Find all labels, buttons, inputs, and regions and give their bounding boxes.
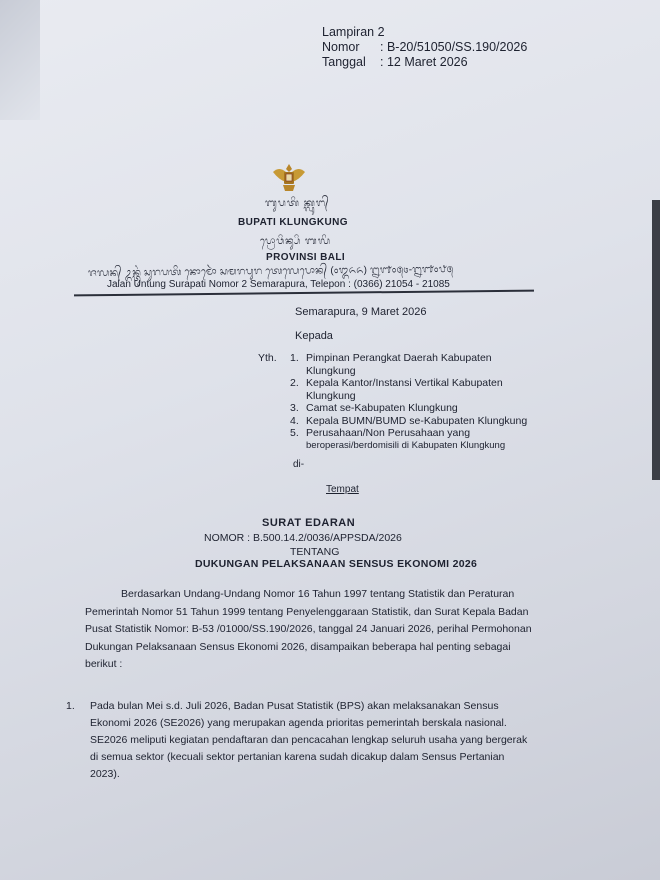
lampiran-tanggal-value: : 12 Maret 2026 [380,55,468,69]
balinese-script-provinsi: ᬧ᭄ᬭᭀᬯᬶᬦ᭄ᬲᬶ ᬩᬮᬶ [260,236,331,247]
tentang-label: TENTANG [290,546,340,558]
provinsi-heading: PROVINSI BALI [266,252,346,263]
letterhead-divider [74,290,534,297]
di-label: di- [293,459,305,470]
balinese-script-address: ᬚᬮᬦ᭄ ᬉᬦ᭄ᬢᬸᬂ ᬲᬸᬭᬧᬢᬶ ᬦᭀᬫᭀᬃ ᬲᬫᬭᬧᬸᬭ ᬢᬾᬮᬾᬧᭀᬦ᭄ (᭐᭓᭖᭖) ᭒᭑᭐᭕᭔-᭒᭑᭐᭘᭕ [87,264,454,279]
paper-fold-shadow [0,0,40,120]
garuda-emblem-icon [269,160,309,194]
list-item: 2. Kepala Kantor/Instansi Vertikal Kabupaten Klungkung [290,377,503,402]
lampiran-block [322,25,527,70]
surat-nomor: NOMOR : B.500.14.2/0036/APPSDA/2026 [204,532,402,544]
point-number: 1. [66,700,75,712]
background-edge [652,200,660,480]
bupati-heading: BUPATI KLUNGKUNG [238,217,348,228]
yth-label: Yth. [258,352,277,364]
lampiran-nomor-label: Nomor [322,40,360,54]
letterhead-address: Jalan Untung Surapati Nomor 2 Semarapura, Telepon : (0366) 21054 - 21085 [107,279,450,290]
opening-paragraph: Berdasarkan Undang-Undang Nomor 16 Tahun 1997 tentang Statistik dan Peraturan Pemerintah Nomor 51 Tahun 1999 tentang Penyelenggaraan Statistik, dan Surat Kepala Badan Pusat Statistik Nomor: B-53 /01000/SS.190/2026, tanggal 24 Januari 2026, perihal Permohonan Dukungan Pelaksanaan Sensus Ekonomi 2026, disampaikan beberapa hal penting sebagai berikut : [85,588,532,670]
recipient-list [290,352,527,452]
lampiran-tanggal-label: Tanggal [322,55,366,69]
list-item: 1. Pimpinan Perangkat Daerah Kabupaten Klungkung [290,352,492,377]
tempat-label: Tempat [326,484,359,495]
point-1: 1. Pada bulan Mei s.d. Juli 2026, Badan Pusat Statistik (BPS) akan melaksanakan Sensus Ekonomi 2026 (SE2026) yang merupakan agenda prioritas pemerintah berskala nasional. SE2026 meliputi kegiatan pendaftaran dan pencacahan lengkap seluruh usaha yang bergerak di semua sektor (kecuali sektor pertanian karena sudah dicakup dalam Sensus Pertanian 2023). [66,700,528,780]
list-item: 3. Camat se-Kabupaten Klungkung [290,402,458,414]
surat-edaran-title: SURAT EDARAN [262,517,356,529]
lampiran-title: Lampiran 2 [322,25,385,39]
list-item: 4. Kepala BUMN/BUMD se-Kabupaten Klungkung [290,414,528,427]
lampiran-nomor-value: : B-20/51050/SS.190/2026 [380,40,528,54]
list-item: 5. Perusahaan/Non Perusahaan yang beroperasi/berdomisili di Kabupaten Klungkung [290,427,506,451]
kepada-label: Kepada [295,330,333,342]
letter-subject: DUKUNGAN PELAKSANAAN SENSUS EKONOMI 2026 [195,558,478,570]
balinese-script-bupati: ᬩᬸᬧᬢᬶ ᬓ᭄ᬮᬸᬗ᭄ [265,198,330,209]
place-date: Semarapura, 9 Maret 2026 [295,306,427,318]
